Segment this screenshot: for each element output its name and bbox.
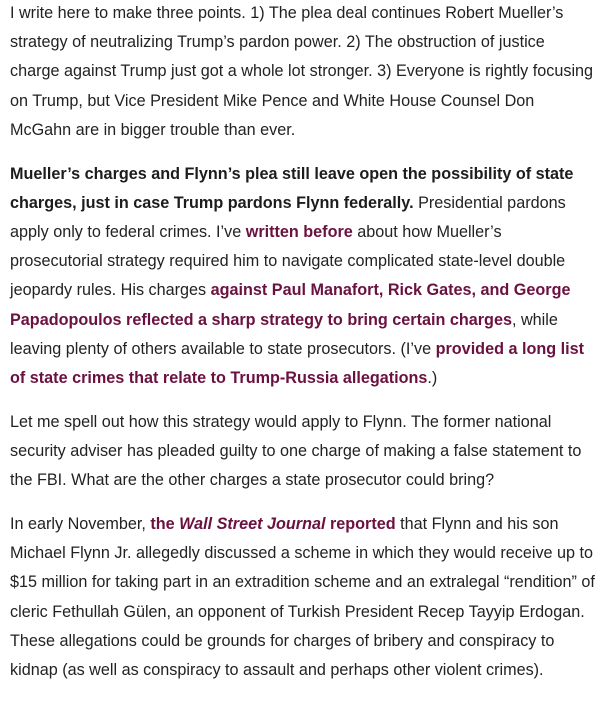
paragraph-text: I write here to make three points. 1) The plea deal continues Robert Mueller’s strategy of neutralizing Trump’s pardon power. 2) The obstruction of justice charge against Trump just got a whole lot stronger. 3) Everyone is rightly focusing on Trump, but Vice President Mike Pence and White House Counsel Don McGahn are in bigger trouble than ever. <box>10 4 594 139</box>
paragraph-text: about how Mueller’s prosecutorial strategy required him to navigate complicated state-level double jeopardy rules. His charges <box>10 223 566 300</box>
paragraph-state-charges <box>10 160 596 394</box>
publication-name: Wall Street Journal <box>179 515 326 534</box>
paragraph-text: In early November, <box>10 515 151 534</box>
paragraph-flynn-strategy <box>10 408 596 496</box>
link-manafort-gates-papadopoulos[interactable]: against Paul Manafort, Rick Gates, and George Papadopoulos reflected a sharp strategy to bring certain charges <box>10 281 571 329</box>
paragraph-text: .) <box>427 369 438 388</box>
paragraph-wsj-report <box>10 510 596 685</box>
paragraph-text: , while leaving plenty of others available to state prosecutors. (I’ve <box>10 310 558 358</box>
link-text: reported <box>325 515 396 534</box>
bold-lead-sentence: Mueller’s charges and Flynn’s plea still leave open the possibility of state charges, just in case Trump pardons Flynn federally. <box>10 164 574 212</box>
link-wsj-reported[interactable] <box>150 515 395 533</box>
paragraph-text: Let me spell out how this strategy would apply to Flynn. The former national security adviser has pleaded guilty to one charge of making a false statement to the FBI. What are the other charges a state prosecutor could bring? <box>10 412 582 490</box>
paragraph-text: Presidential pardons apply only to federal crimes. I’ve <box>10 193 566 242</box>
link-state-crimes-list[interactable]: provided a long list of state crimes that relate to Trump-Russia allegations <box>10 339 585 388</box>
link-written-before[interactable]: written before <box>245 223 353 242</box>
paragraph-three-points <box>10 0 596 145</box>
link-text: the <box>150 515 180 534</box>
article-body <box>10 0 596 700</box>
paragraph-text: that Flynn and his son Michael Flynn Jr. allegedly discussed a scheme in which they would receive up to $15 million for taking part in an extradition scheme and an extralegal “rendition” of cleric Fethullah Gülen, an opponent of Turkish President Recep Tayyip Erdogan. These allegations could be grounds for charges of bribery and conspiracy to kidnap (as well as conspiracy to assault and perhaps other violent crimes). <box>10 515 595 680</box>
